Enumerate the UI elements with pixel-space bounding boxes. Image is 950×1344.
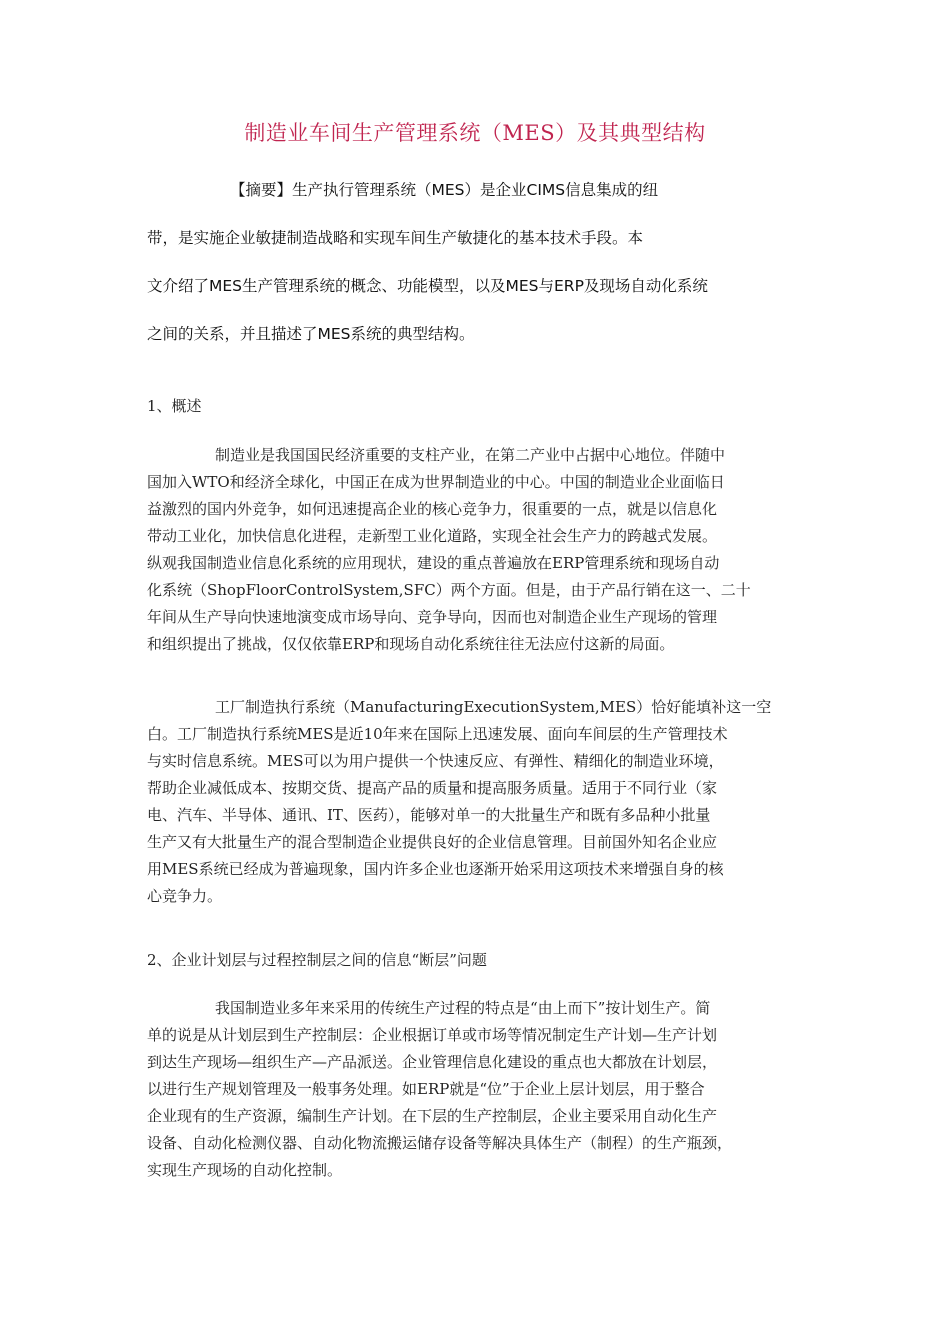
paragraph-line: 设备、自动化检测仪器、自动化物流搬运储存设备等解决具体生产（制程）的生产瓶颈， (147, 1134, 733, 1152)
paragraph-line: 心竞争力。 (147, 887, 223, 905)
paragraph (147, 442, 809, 658)
paragraph-line: 工厂制造执行系统（ManufacturingExecutionSystem,MES）恰好能填补这一空 (215, 698, 772, 716)
paragraph-line: 到达生产现场—组织生产—产品派送。企业管理信息化建设的重点也大都放在计划层， (147, 1053, 718, 1071)
paragraph-line: 企业现有的生产资源，编制生产计划。在下层的生产控制层，企业主要采用自动化生产 (147, 1107, 718, 1125)
section-heading-overview: 1、概述 (147, 397, 202, 415)
paragraph-line: 单的说是从计划层到生产控制层：企业根据订单或市场等情况制定生产计划—生产计划 (147, 1026, 718, 1044)
paragraph-line: 化系统（ShopFloorControlSystem,SFC）两个方面。但是，由于产品行销在这一、二十 (147, 581, 751, 599)
paragraph-line: 我国制造业多年来采用的传统生产过程的特点是“由上而下”按计划生产。简 (215, 999, 711, 1017)
paragraph-line: 帮助企业减低成本、按期交货、提高产品的质量和提高服务质量。适用于不同行业（家 (147, 779, 718, 797)
paragraph-line: 以进行生产规划管理及一般事务处理。如ERP就是“位”于企业上层计划层，用于整合 (147, 1080, 705, 1098)
paragraph-line: 生产又有大批量生产的混合型制造企业提供良好的企业信息管理。目前国外知名企业应 (147, 833, 718, 851)
paragraph-line: 纵观我国制造业信息化系统的应用现状，建设的重点普遍放在ERP管理系统和现场自动 (147, 554, 720, 572)
section-heading-info-gap: 2、企业计划层与过程控制层之间的信息“断层”问题 (147, 951, 487, 969)
abstract (147, 176, 807, 368)
abstract-line: 文介绍了MES生产管理系统的概念、功能模型，以及MES与ERP及现场自动化系统 (147, 277, 708, 295)
paragraph-line: 年间从生产导向快速地演变成市场导向、竞争导向，因而也对制造企业生产现场的管理 (147, 608, 718, 626)
paragraph-line: 电、汽车、半导体、通讯、IT、医药），能够对单一的大批量生产和既有多品种小批量 (147, 806, 711, 824)
document-title: 制造业车间生产管理系统（MES）及其典型结构 (244, 121, 706, 145)
abstract-line: 带，是实施企业敏捷制造战略和实现车间生产敏捷化的基本技术手段。本 (147, 229, 644, 247)
paragraph-line: 白。工厂制造执行系统MES是近10年来在国际上迅速发展、面向车间层的生产管理技术 (147, 725, 728, 743)
paragraph-line: 用MES系统已经成为普遍现象，国内许多企业也逐渐开始采用这项技术来增强自身的核 (147, 860, 724, 878)
paragraph-line: 与实时信息系统。MES可以为用户提供一个快速反应、有弹性、精细化的制造业环境， (147, 752, 724, 770)
abstract-line: 之间的关系，并且描述了MES系统的典型结构。 (147, 325, 475, 343)
paragraph-line: 和组织提出了挑战，仅仅依靠ERP和现场自动化系统往往无法应付这新的局面。 (147, 635, 675, 653)
paragraph (147, 995, 809, 1184)
paragraph-line: 实现生产现场的自动化控制。 (147, 1161, 343, 1179)
paragraph-line: 带动工业化，加快信息化进程，走新型工业化道路，实现全社会生产力的跨越式发展。 (147, 527, 718, 545)
paragraph-line: 制造业是我国国民经济重要的支柱产业，在第二产业中占据中心地位。伴随中 (215, 446, 726, 464)
paragraph-line: 益激烈的国内外竞争，如何迅速提高企业的核心竞争力，很重要的一点，就是以信息化 (147, 500, 718, 518)
abstract-line: 【摘要】生产执行管理系统（MES）是企业CIMS信息集成的纽 (230, 181, 659, 199)
paragraph (147, 694, 809, 910)
paragraph-line: 国加入WTO和经济全球化，中国正在成为世界制造业的中心。中国的制造业企业面临日 (147, 473, 725, 491)
